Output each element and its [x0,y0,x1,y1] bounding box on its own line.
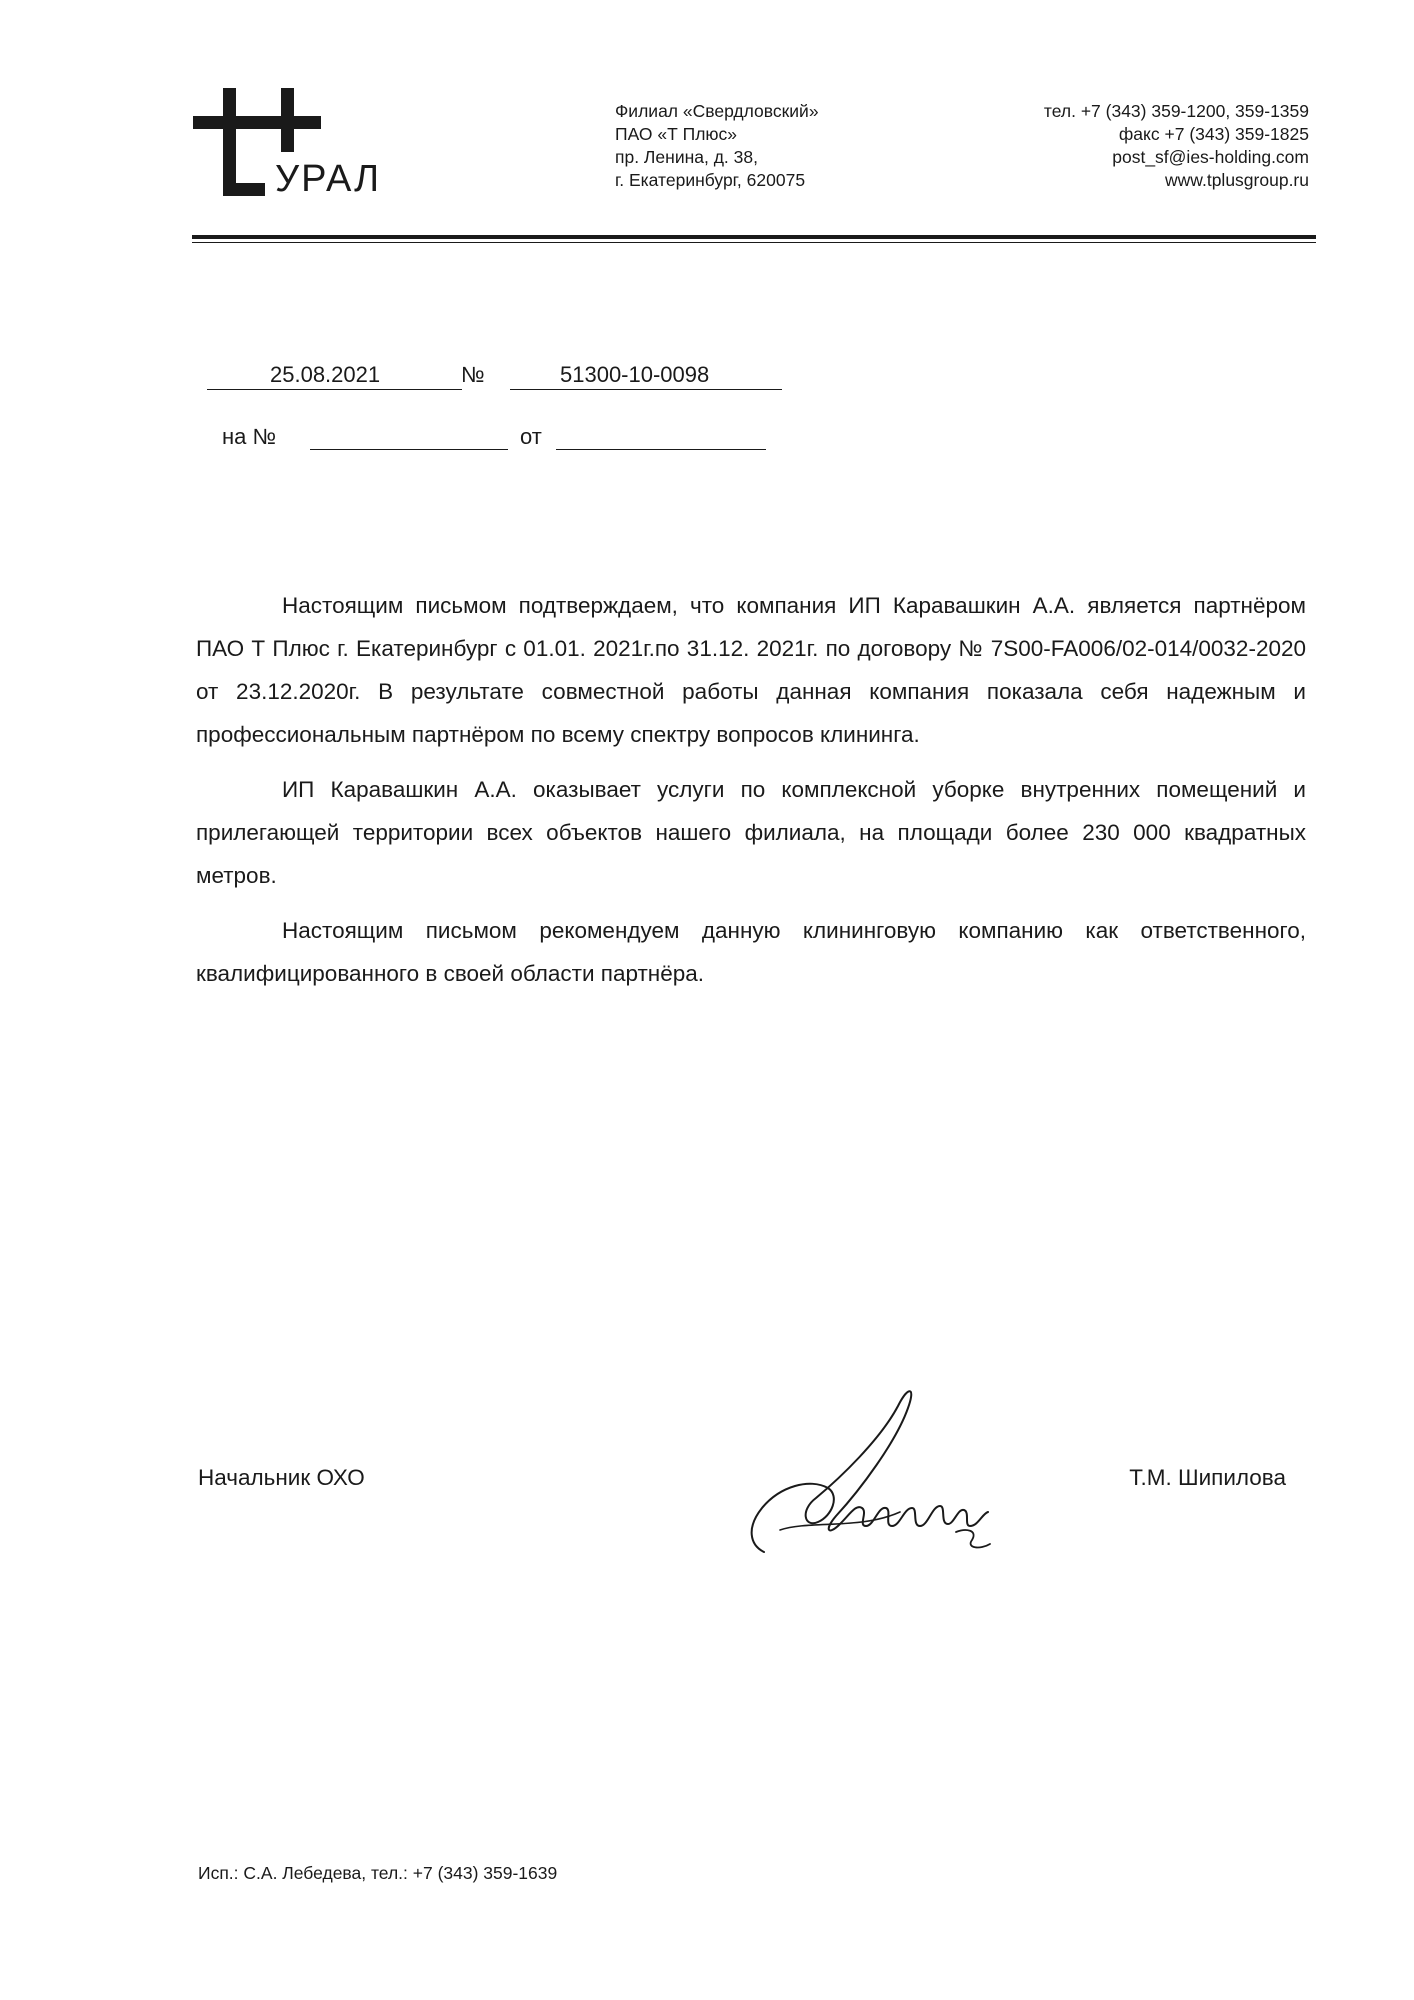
body-paragraph: ИП Каравашкин А.А. оказывает услуги по комплексной уборке внутренних помещений и прилегающей территории всех объектов нашего филиала, на площади более 230 000 квадратных метров. [196,777,1306,888]
branch-line: г. Екатеринбург, 620075 [615,170,806,190]
letter-number: 51300-10-0098 [560,362,710,387]
fax-line: факс +7 (343) 359-1825 [1118,124,1309,144]
executor-info: Исп.: С.А. Лебедева, тел.: +7 (343) 359-1639 [198,1863,558,1883]
reply-number-label: на № [222,424,277,449]
letter-body [196,584,1306,995]
header-divider-thin [192,242,1316,243]
email-link[interactable]: post_sf@ies-holding.com [1112,147,1309,167]
website-link[interactable]: www.tplusgroup.ru [1165,170,1309,190]
signatory-name: Т.М. Шипилова [1129,1465,1286,1490]
number-label: № [461,362,485,387]
logo-text: УРАЛ [275,158,382,200]
reply-number-underline [310,449,508,450]
from-label: от [520,424,542,449]
branch-line: пр. Ленина, д. 38, [615,147,758,167]
date-underline [207,389,462,390]
branch-line: Филиал «Свердловский» [615,101,819,121]
company-logo [193,86,383,206]
body-paragraph: Настоящим письмом подтверждаем, что компания ИП Каравашкин А.А. является партнёром ПАО Т Плюс г. Екатеринбург с 01.01. 2021г.по 31.12. 2021г. по договору № 7S00-FA006/02-014/0032-2020 от 23.12.2020г. В результате совместной работы данная компания показала себя надежным и профессиональным партнёром по всему спектру вопросов клининга. [196,593,1306,747]
handwritten-signature [740,1380,1000,1575]
from-date-underline [556,449,766,450]
header-divider [192,235,1316,239]
number-underline [510,389,782,390]
signatory-title: Начальник ОХО [198,1465,365,1490]
branch-address [615,100,819,192]
contact-info [1044,100,1309,192]
phone-line: тел. +7 (343) 359-1200, 359-1359 [1043,101,1309,121]
letter-date: 25.08.2021 [270,362,381,387]
body-paragraph: Настоящим письмом рекомендуем данную клининговую компанию как ответственного, квалифицированного в своей области партнёра. [196,918,1306,986]
branch-line: ПАО «Т Плюс» [615,124,738,144]
